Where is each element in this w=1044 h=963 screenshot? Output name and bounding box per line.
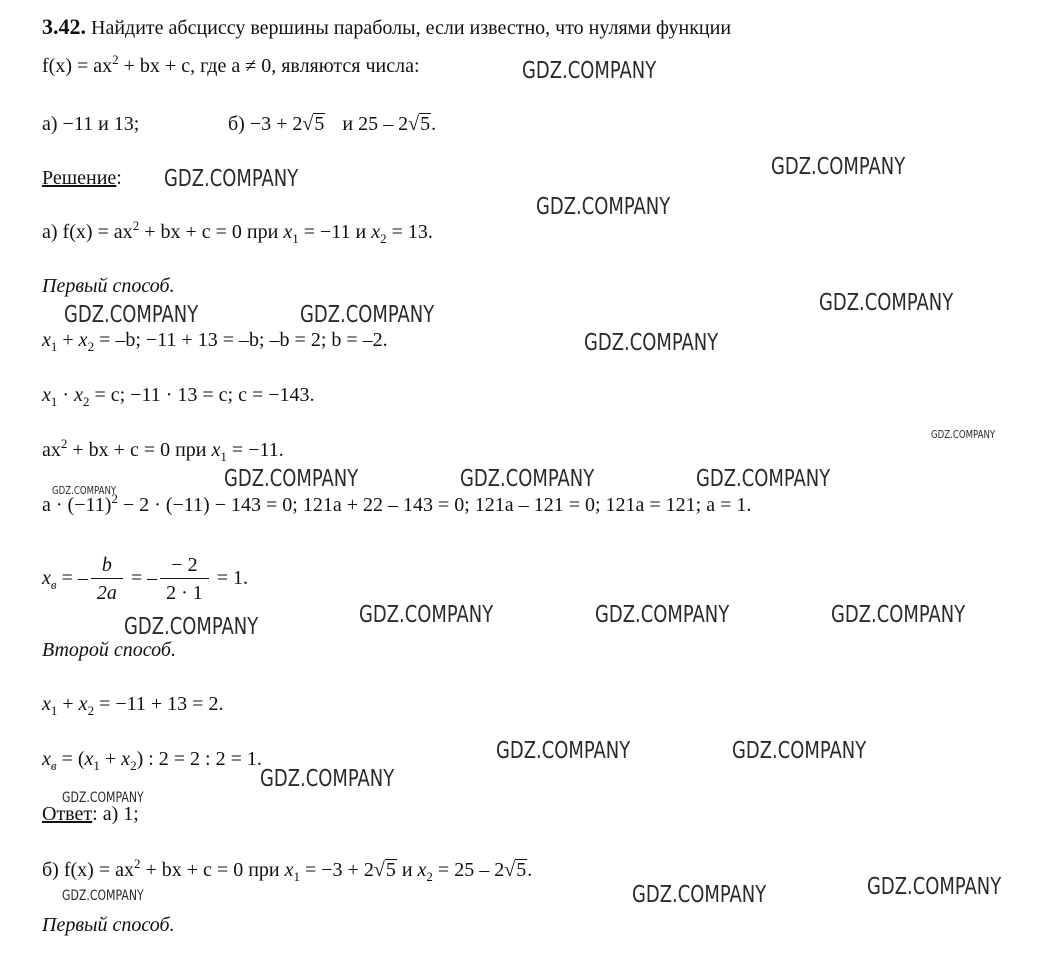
watermark: GDZ.COMPANY <box>867 874 1002 900</box>
watermark: GDZ.COMPANY <box>62 790 144 806</box>
watermark: GDZ.COMPANY <box>62 888 144 904</box>
problem-number: 3.42. <box>42 14 86 39</box>
problem-text-1: Найдите абсциссу вершины параболы, если известно, что нулями функции <box>91 17 732 39</box>
watermark: GDZ.COMPANY <box>300 302 435 328</box>
watermark: GDZ.COMPANY <box>931 428 996 441</box>
fraction-b-over-2a: $\frac{b}{2a}$ <box>91 552 123 607</box>
case-b: б) −3 + 2√5 и 25 – 2√5. <box>228 113 437 135</box>
sqrt-5: √5 <box>408 113 431 135</box>
problem-line-2: $f(x) = ax^2$ + bx + c, где a ≠ 0, являются числа: <box>42 52 420 77</box>
watermark: GDZ.COMPANY <box>522 58 657 84</box>
watermark: GDZ.COMPANY <box>732 738 867 764</box>
vieta-sum: $x_1 + x_2 = -b$; −11 + 13 = –b; –b = 2; b = –2. <box>42 329 388 354</box>
part-b-condition: б) $f(x) = ax^2$ + bx + c = 0 при $x_1 = -3 + 2√5$ и $x_2 = 25 - 2√5$. <box>42 856 533 884</box>
second-method-heading: Второй способ. <box>42 639 176 661</box>
watermark: GDZ.COMPANY <box>771 154 906 180</box>
watermark: GDZ.COMPANY <box>496 738 631 764</box>
watermark: GDZ.COMPANY <box>224 466 359 492</box>
watermark: GDZ.COMPANY <box>831 602 966 628</box>
vertex-via-sum: $x_в = (x_1 + x_2)$ : 2 = 2 : 2 = 1. <box>42 748 262 773</box>
case-a: а) −11 и 13; <box>42 113 140 135</box>
problem-line-1 <box>42 15 731 40</box>
watermark: GDZ.COMPANY <box>696 466 831 492</box>
roots-sum: $x_1 + x_2 = -11 + 13 = 2$. <box>42 693 224 718</box>
substitution-line: $ax^2$ + bx + c = 0 при $x_1 = -11$. <box>42 436 284 464</box>
first-method-heading: Первый способ. <box>42 275 175 297</box>
vieta-product: $x_1 \cdot x_2 = c$; −11 · 13 = c; c = −143. <box>42 384 315 409</box>
watermark: GDZ.COMPANY <box>260 766 395 792</box>
sqrt-5: √5 <box>504 859 527 881</box>
watermark: GDZ.COMPANY <box>819 290 954 316</box>
watermark: GDZ.COMPANY <box>536 194 671 220</box>
watermark: GDZ.COMPANY <box>460 466 595 492</box>
sqrt-5: √5 <box>373 859 396 881</box>
watermark: GDZ.COMPANY <box>64 302 199 328</box>
watermark: GDZ.COMPANY <box>595 602 730 628</box>
fraction-minus2-over-2x1: $\frac{- 2}{2 \cdot 1}$ <box>160 552 209 607</box>
watermark: GDZ.COMPANY <box>359 602 494 628</box>
watermark: GDZ.COMPANY <box>52 484 117 497</box>
answer-a: Ответ: а) 1; <box>42 803 139 825</box>
first-method-heading-b: Первый способ. <box>42 914 175 936</box>
watermark: GDZ.COMPANY <box>584 330 719 356</box>
vertex-formula: $x_в$ = – $\frac{b}{2a}$ = – $\frac{- 2}{2 \cdot 1}$ = 1. <box>42 548 248 608</box>
watermark: GDZ.COMPANY <box>124 614 259 640</box>
watermark: GDZ.COMPANY <box>164 166 299 192</box>
part-a-condition: а) $f(x) = ax^2$ + bx + c = 0 при $x_1 = -11$ и $x_2 = 13$. <box>42 218 433 246</box>
watermark: GDZ.COMPANY <box>632 882 767 908</box>
sqrt-5: √5 <box>302 113 325 135</box>
equation-line: $a \cdot (-11)^2 - 2 \cdot (-11) - 143 = 0$; 121a + 22 – 143 = 0; 121a – 121 = 0; 121a = 121; a = 1. <box>42 491 752 516</box>
solution-label: Решение: <box>42 167 122 189</box>
